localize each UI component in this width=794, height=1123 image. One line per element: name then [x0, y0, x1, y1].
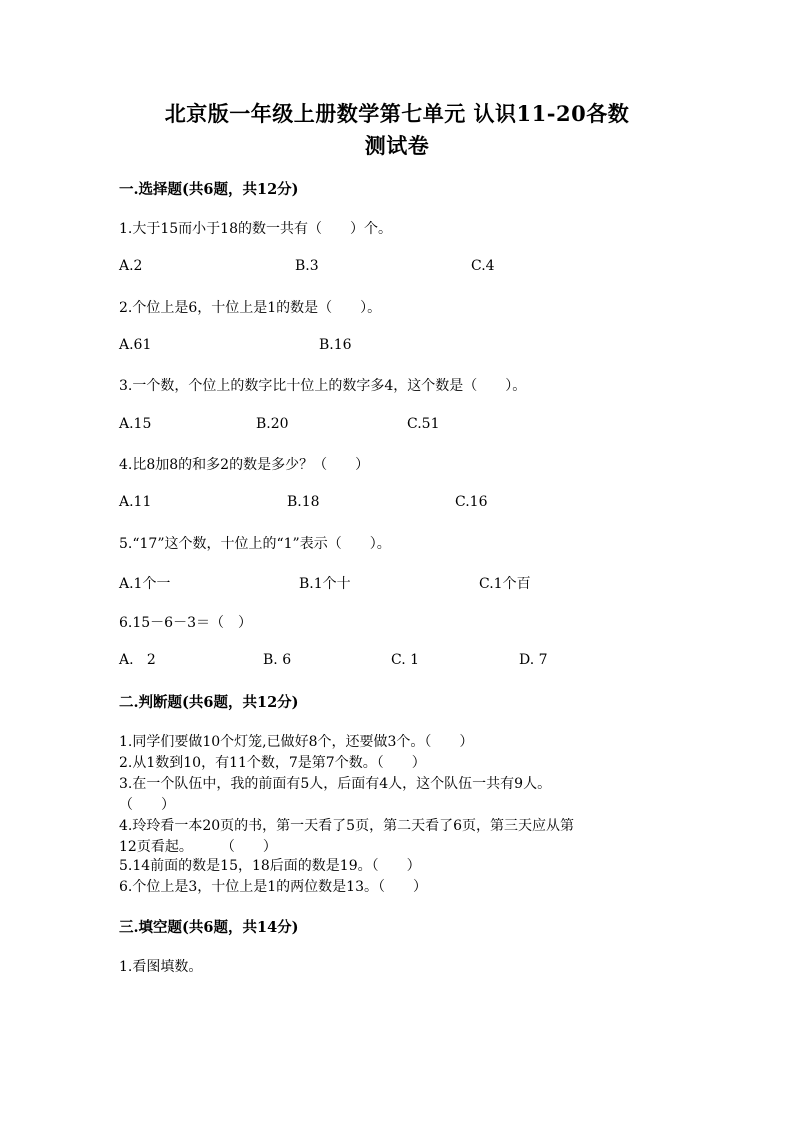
statement-line: 12页看起。 （ ） [119, 839, 277, 855]
option-c: C. 1 [391, 652, 420, 668]
question-text: 4.比8加8的和多2的数是多少？（ ） [119, 457, 370, 473]
question-text: 6.15－6－3＝（ ） [119, 615, 252, 631]
option-b: B.18 [287, 494, 320, 510]
option-a: A.1个一 [119, 576, 171, 592]
statement-line: 6.个位上是3，十位上是1的两位数是13。（ ） [119, 879, 427, 895]
question-text: 1.看图填数。 [119, 959, 203, 975]
option-a: A. 2 [119, 652, 156, 668]
title-line-1: 北京版一年级上册数学第七单元 认识11-20各数 [164, 101, 630, 126]
option-b: B.1个十 [299, 576, 351, 592]
option-b: B.3 [295, 258, 319, 274]
section-heading: 一.选择题(共6题，共12分) [119, 181, 299, 198]
option-a: A.2 [119, 258, 143, 274]
title-line-2: 测试卷 [364, 133, 430, 158]
option-a: A.61 [119, 337, 152, 353]
option-a: A.15 [119, 416, 152, 432]
statement-line: 1.同学们要做10个灯笼,已做好8个，还要做3个。（ ） [119, 734, 474, 750]
option-d: D. 7 [519, 652, 548, 668]
option-c: C.16 [455, 494, 488, 510]
question-text: 1.大于15而小于18的数一共有（ ）个。 [119, 221, 392, 237]
statement-line: 2.从1数到10，有11个数，7是第7个数。（ ） [119, 755, 426, 771]
question-text: 2.个位上是6，十位上是1的数是（ ）。 [119, 300, 382, 316]
section-heading: 三.填空题(共6题，共14分) [119, 919, 299, 936]
option-c: C.51 [407, 416, 440, 432]
statement-line: 3.在一个队伍中，我的前面有5人，后面有4人，这个队伍一共有9人。 [119, 776, 552, 792]
statement-line: 4.玲玲看一本20页的书，第一天看了5页，第二天看了6页，第三天应从第 [119, 818, 574, 834]
option-c: C.4 [471, 258, 495, 274]
option-a: A.11 [119, 494, 152, 510]
section-heading: 二.判断题(共6题，共12分) [119, 694, 299, 711]
statement-line: 5.14前面的数是15，18后面的数是19。（ ） [119, 858, 421, 874]
statement-line: （ ） [119, 797, 175, 813]
option-b: B.20 [256, 416, 289, 432]
option-c: C.1个百 [479, 576, 531, 592]
option-b: B.16 [319, 337, 352, 353]
question-text: 5.“17”这个数，十位上的“1”表示（ ）。 [119, 536, 391, 552]
option-b: B. 6 [263, 652, 292, 668]
question-text: 3.一个数，个位上的数字比十位上的数字多4，这个数是（ ）。 [119, 378, 527, 394]
